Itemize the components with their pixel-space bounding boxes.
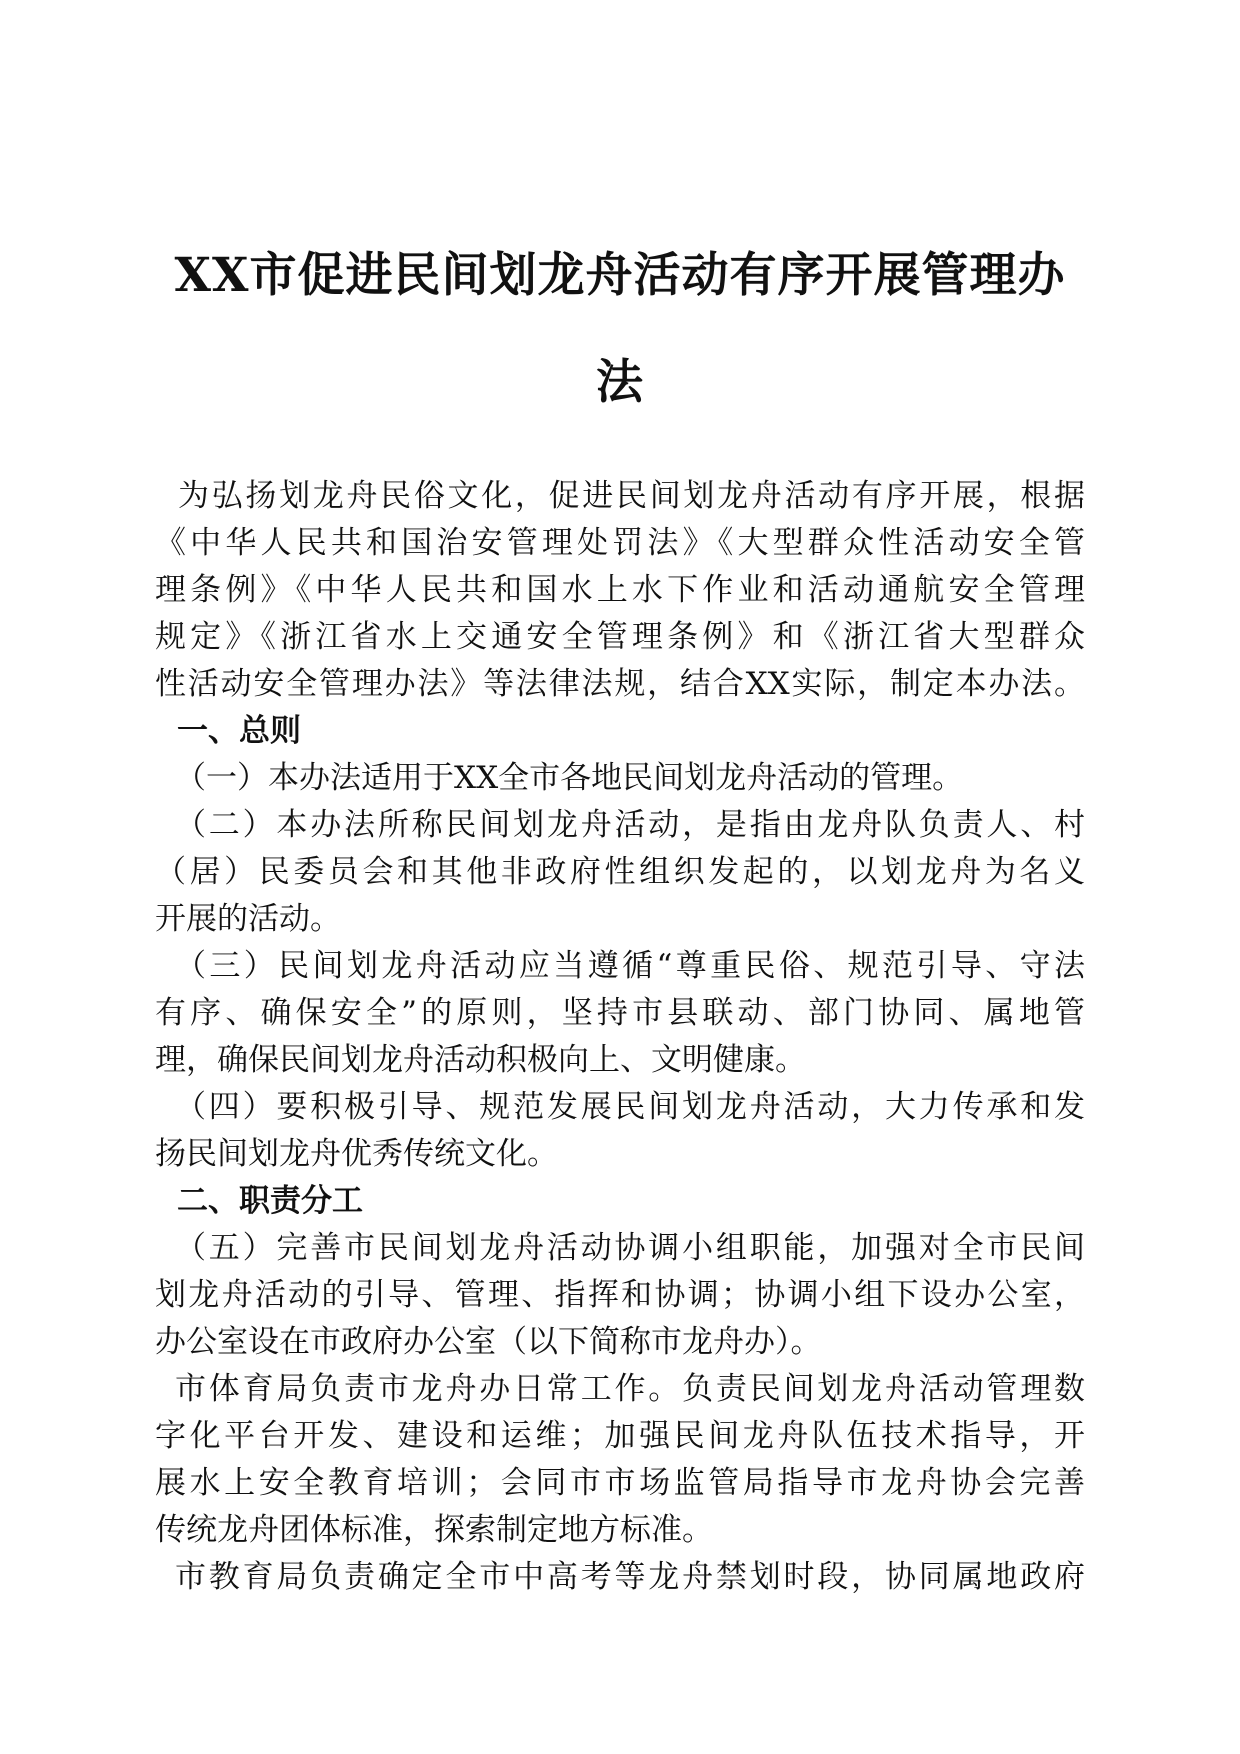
clause-line: （一）本办法适用于XX全市各地民间划龙舟活动的管理。	[175, 760, 964, 796]
clause-line: 有序、确保安全”的原则，坚持市县联动、部门协同、属地管	[155, 995, 1085, 1031]
clause-line: 市体育局负责市龙舟办日常工作。负责民间划龙舟活动管理数	[175, 1371, 1085, 1407]
clause-line: 理，确保民间划龙舟活动积极向上、文明健康。	[155, 1042, 806, 1078]
clause-line: 划龙舟活动的引导、管理、指挥和协调；协调小组下设办公室，	[155, 1277, 1085, 1313]
clause-line: （四）要积极引导、规范发展民间划龙舟活动，大力传承和发	[175, 1089, 1085, 1125]
clause-line: 开展的活动。	[155, 901, 341, 937]
title-line-2: 法	[596, 355, 644, 410]
clause-line: 市教育局负责确定全市中高考等龙舟禁划时段，协同属地政府	[175, 1559, 1085, 1595]
clause-line: 展水上安全教育培训；会同市市场监管局指导市龙舟协会完善	[155, 1465, 1085, 1501]
section-heading-duties: 二、职责分工	[177, 1183, 363, 1219]
preamble-line: 《中华人民共和国治安管理处罚法》《大型群众性活动安全管	[155, 525, 1085, 561]
clause-line: （三）民间划龙舟活动应当遵循“尊重民俗、规范引导、守法	[175, 948, 1085, 984]
preamble-line: 性活动安全管理办法》等法律法规，结合XX实际，制定本办法。	[155, 666, 1085, 702]
preamble-line: 理条例》《中华人民共和国水上水下作业和活动通航安全管理	[155, 572, 1085, 608]
clause-line: （二）本办法所称民间划龙舟活动，是指由龙舟队负责人、村	[175, 807, 1085, 843]
clause-line: 扬民间划龙舟优秀传统文化。	[155, 1136, 558, 1172]
clause-line: （居）民委员会和其他非政府性组织发起的，以划龙舟为名义	[155, 854, 1085, 890]
clause-line: （五）完善市民间划龙舟活动协调小组职能，加强对全市民间	[175, 1230, 1085, 1266]
preamble-line: 规定》《浙江省水上交通安全管理条例》和《浙江省大型群众	[155, 619, 1085, 655]
clause-line: 字化平台开发、建设和运维；加强民间龙舟队伍技术指导，开	[155, 1418, 1085, 1454]
section-heading-general: 一、总则	[177, 713, 301, 749]
document-title	[150, 222, 1090, 436]
clause-line: 传统龙舟团体标准，探索制定地方标准。	[155, 1512, 713, 1548]
title-line-1: XX市促进民间划龙舟活动有序开展管理办	[174, 248, 1066, 303]
clause-line: 办公室设在市政府办公室（以下简称市龙舟办）。	[155, 1324, 822, 1360]
document-body	[155, 473, 1085, 1601]
preamble-line: 为弘扬划龙舟民俗文化，促进民间划龙舟活动有序开展，根据	[178, 478, 1085, 514]
